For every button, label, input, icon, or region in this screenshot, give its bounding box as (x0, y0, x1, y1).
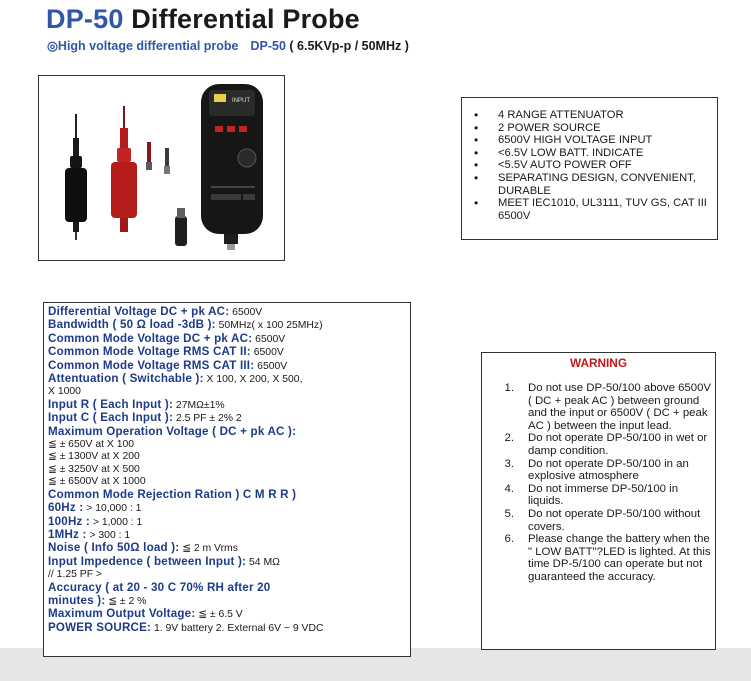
red-test-clip (111, 106, 137, 232)
warning-item-number: 1. (504, 382, 514, 394)
spec-value: > 1,000 : 1 (90, 516, 143, 528)
spec-value: 27MΩ±1% (173, 399, 225, 411)
spec-line (48, 502, 410, 515)
spec-label: Input C ( Each Input ): (48, 411, 174, 425)
probe-body (201, 84, 263, 250)
spec-label: Common Mode Rejection Ration ) C M R R ) (48, 487, 297, 501)
warning-title: WARNING (569, 356, 627, 370)
spec-value: ≦ ± 650V at X 100 (48, 439, 135, 451)
page-title (46, 4, 360, 35)
warning-item (482, 483, 715, 508)
product-photo (38, 75, 285, 261)
spec-line (48, 622, 410, 635)
spec-label: Noise ( Info 50Ω load ): (48, 541, 180, 555)
spec-label: Attentuation ( Switchable ): (48, 372, 204, 386)
feature-item: • SEPARATING DESIGN, CONVENIENT, DURABLE (474, 172, 717, 197)
warning-item (482, 458, 715, 483)
warning-item (482, 382, 715, 432)
spec-value: ≦ ± 3250V at X 500 (48, 463, 140, 475)
specifications-box (43, 302, 411, 657)
spec-line (48, 489, 410, 502)
subtitle-model: DP-50 (250, 39, 286, 53)
spec-value: > 10,000 : 1 (83, 503, 142, 515)
spec-value: X 100, X 200, X 500, (203, 374, 303, 386)
warning-item-text: Do not operate DP-50/100 without covers. (528, 507, 701, 533)
feature-item: • 4 RANGE ATTENUATOR (474, 109, 717, 122)
warning-item (482, 508, 715, 533)
spec-label: 1MHz : (48, 527, 87, 541)
probe-illustration (39, 76, 284, 260)
subtitle-rest: ( 6.5KVp-p / 50MHz ) (285, 39, 409, 53)
spec-value: 1. 9V battery 2. External 6V ~ 9 VDC (151, 622, 324, 634)
subtitle (47, 38, 409, 53)
spec-value: > 300 : 1 (86, 529, 131, 541)
spec-value: ≦ ± 2 % (105, 595, 147, 607)
spec-label: POWER SOURCE: (48, 620, 152, 634)
feature-item: • 6500V HIGH VOLTAGE INPUT (474, 134, 717, 147)
spec-line (48, 608, 410, 621)
feature-item: • <6.5V LOW BATT. INDICATE (474, 147, 717, 160)
spec-value: X 1000 (48, 386, 81, 398)
warning-item (482, 533, 715, 583)
spec-line (48, 426, 410, 439)
title-rest: Differential Probe (123, 4, 360, 34)
warning-item-number: 4. (504, 482, 514, 495)
spec-label: Bandwidth ( 50 Ω load -3dB ): (48, 318, 216, 332)
warning-item-number: 5. (504, 507, 514, 520)
spec-line (48, 464, 410, 476)
spec-line (48, 306, 410, 319)
spec-value: 54 MΩ (246, 556, 280, 568)
spec-label: Accuracy ( at 20 - 30 C 70% RH after 20 (48, 580, 271, 594)
warning-item-text: Do not immerse DP-50/100 in liquids. (528, 482, 679, 508)
subtitle-main: High voltage differential probe (57, 39, 239, 53)
warning-item-number: 3. (504, 457, 514, 470)
spec-label: Maximum Operation Voltage ( DC + pk AC ): (48, 424, 297, 438)
warning-item-text: Please change the battery when the " LOW BATT"?LED is lighted. At this time DP-5/100 can operate but not guaranteed the accuracy. (528, 533, 711, 583)
spec-label: Maximum Output Voltage: (48, 607, 196, 621)
spec-line (48, 360, 410, 373)
spec-label: minutes ): (48, 593, 106, 607)
spec-line (48, 439, 410, 451)
feature-item: • MEET IEC1010, UL3111, TUV GS, CAT III 6500V (474, 197, 717, 222)
circle-dot-icon: ◎ (47, 39, 58, 53)
spec-value: 6500V (254, 360, 288, 372)
spec-line (48, 516, 410, 529)
warning-item-number: 2. (504, 432, 514, 445)
spec-value: 50MHz( x 100 25MHz) (215, 320, 323, 332)
spec-value: 6500V (252, 333, 286, 345)
feature-item: • 2 POWER SOURCE (474, 122, 717, 135)
spec-value: ≦ 2 m Vrms (179, 543, 238, 555)
spec-label: Input R ( Each Input ): (48, 397, 174, 411)
spec-value: 6500V (250, 347, 284, 359)
spec-label: 100Hz : (48, 514, 90, 528)
spec-line (48, 412, 410, 425)
title-model: DP-50 (46, 4, 124, 34)
spec-line (48, 542, 410, 555)
spec-label: 60Hz : (48, 501, 84, 515)
spec-label: Common Mode Voltage RMS CAT III: (48, 358, 255, 372)
features-box (461, 97, 718, 240)
spec-line (48, 333, 410, 346)
warning-item-text: Do not operate DP-50/100 in wet or damp condition. (528, 432, 708, 457)
warning-item-text: Do not use DP-50/100 above 6500V ( DC + peak AC ) between ground and the input or 6500V ( DC + peak AC ) between the input lead. (528, 382, 712, 432)
spec-label: Differential Voltage DC + pk AC: (48, 305, 230, 318)
spec-line (48, 399, 410, 412)
warning-item-text: Do not operate DP-50/100 in an explosive atmosphere (528, 457, 689, 483)
bnc-adapter (175, 208, 187, 246)
warning-list (482, 370, 715, 584)
spec-line (48, 595, 410, 608)
warning-item (482, 432, 715, 457)
spec-line (48, 319, 410, 332)
black-test-clip (65, 114, 87, 240)
spec-value: 2.5 PF ± 2% 2 (173, 413, 242, 425)
specifications-list (44, 303, 410, 635)
features-list (462, 98, 717, 222)
warning-item-number: 6. (504, 533, 514, 546)
spec-line (48, 582, 410, 595)
spec-value: ≦ ± 6500V at X 1000 (48, 476, 146, 488)
spec-value: 6500V (229, 307, 263, 318)
spec-value: ≦ ± 6.5 V (195, 609, 243, 621)
spec-value: // 1.25 PF > (48, 569, 103, 581)
device-input-label: INPUT (232, 98, 250, 104)
spec-line (48, 529, 410, 542)
spec-label: Input Impedence ( between Input ): (48, 554, 247, 568)
spec-line (48, 346, 410, 359)
spec-line (48, 451, 410, 463)
spec-line (48, 373, 410, 386)
spec-label: Common Mode Voltage RMS CAT II: (48, 345, 251, 359)
spec-value: ≦ ± 1300V at X 200 (48, 451, 140, 463)
spec-line (48, 556, 410, 569)
feature-item: • <5.5V AUTO POWER OFF (474, 159, 717, 172)
lead-tips (146, 142, 170, 174)
spec-label: Common Mode Voltage DC + pk AC: (48, 331, 253, 345)
warning-box (481, 352, 716, 650)
